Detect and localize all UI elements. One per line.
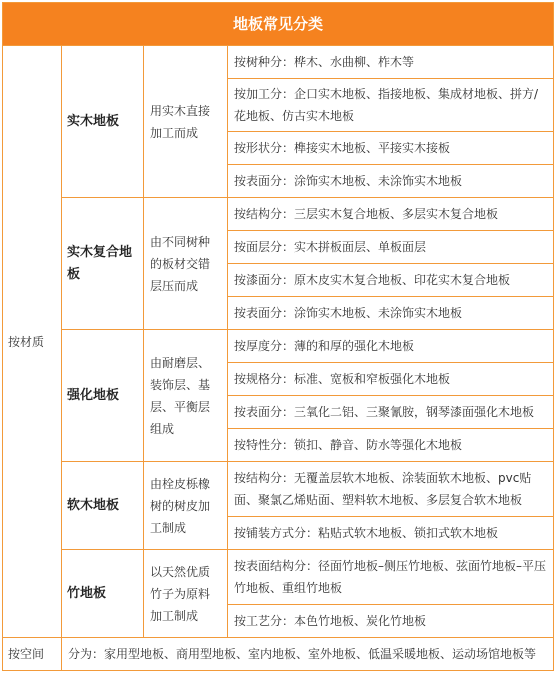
table-row: [3, 198, 554, 231]
category-item: 按结构分：无覆盖层软木地板、涂装面软木地板、pvc贴面、聚氯乙烯贴面、塑料软木地板、多层复合软木地板: [228, 462, 554, 517]
table-row: [3, 550, 554, 605]
category-item: 按漆面分：原木皮实木复合地板、印花实木复合地板: [228, 264, 554, 297]
category-item: 按树种分：桦木、水曲柳、柞木等: [228, 46, 554, 79]
category-item: 按工艺分：本色竹地板、炭化竹地板: [228, 605, 554, 638]
category-item: 按表面分：三氧化二铝、三聚氰胺，钢琴漆面强化木地板: [228, 396, 554, 429]
table-row: [3, 46, 554, 79]
table-row: [3, 462, 554, 517]
category-name: 强化地板: [62, 330, 144, 462]
category-item: 按表面分：涂饰实木地板、未涂饰实木地板: [228, 165, 554, 198]
category-item: 按特性分：锁扣、静音、防水等强化木地板: [228, 429, 554, 462]
table-row: [3, 330, 554, 363]
category-item: 按面层分：实木拼板面层、单板面层: [228, 231, 554, 264]
category-description: 由不同树种的板材交错层压而成: [144, 198, 228, 330]
flooring-classification-table: [2, 2, 554, 671]
category-name: 竹地板: [62, 550, 144, 638]
category-description: 由栓皮栎橡树的树皮加工制成: [144, 462, 228, 550]
category-description: 以天然优质竹子为原料加工制成: [144, 550, 228, 638]
category-item: 按形状分：榫接实木地板、平接实木接板: [228, 132, 554, 165]
root-label: 按材质: [3, 46, 62, 638]
category-item: 按表面结构分：径面竹地板–侧压竹地板、弦面竹地板–平压竹地板、重组竹地板: [228, 550, 554, 605]
category-item: 按加工分：企口实木地板、指接地板、集成材地板、拼方/花地板、仿古实木地板: [228, 79, 554, 132]
category-name: 实木地板: [62, 46, 144, 198]
table-title: 地板常见分类: [3, 3, 554, 46]
title-row: [3, 3, 554, 46]
space-text: 分为：家用型地板、商用型地板、室内地板、室外地板、低温采暖地板、运动场馆地板等: [62, 638, 554, 671]
category-item: 按规格分：标准、宽板和窄板强化木地板: [228, 363, 554, 396]
category-item: 按结构分：三层实木复合地板、多层实木复合地板: [228, 198, 554, 231]
space-label: 按空间: [3, 638, 62, 671]
category-description: 用实木直接加工而成: [144, 46, 228, 198]
category-item: 按铺装方式分：粘贴式软木地板、锁扣式软木地板: [228, 517, 554, 550]
category-name: 实木复合地板: [62, 198, 144, 330]
flooring-table-wrap: [2, 2, 553, 671]
category-item: 按厚度分：薄的和厚的强化木地板: [228, 330, 554, 363]
category-item: 按表面分：涂饰实木地板、未涂饰实木地板: [228, 297, 554, 330]
table-row: [3, 638, 554, 671]
category-name: 软木地板: [62, 462, 144, 550]
category-description: 由耐磨层、装饰层、基层、平衡层组成: [144, 330, 228, 462]
